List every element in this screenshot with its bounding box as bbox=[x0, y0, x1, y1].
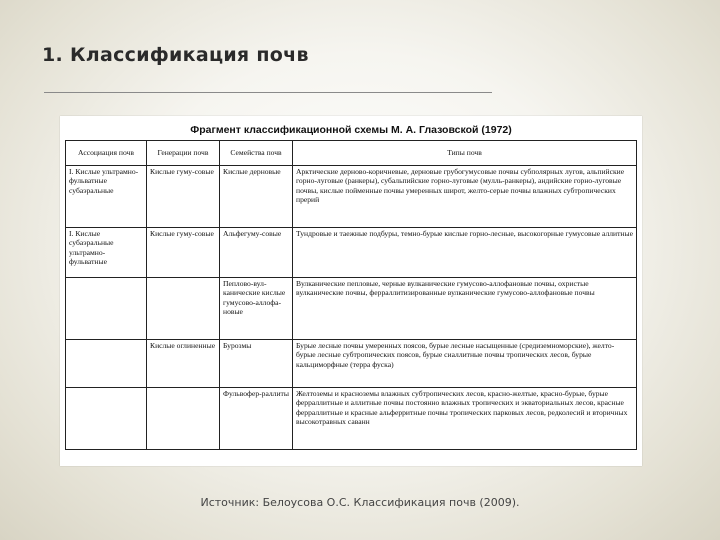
association-cell: I. Кислые ультрамно-фульватные субаэральные bbox=[66, 166, 147, 228]
table-header-row bbox=[66, 141, 637, 166]
classification-figure bbox=[60, 116, 642, 466]
table-row bbox=[66, 278, 637, 340]
generation-cell: Кислые оглиненные bbox=[147, 340, 220, 388]
association-cell bbox=[66, 388, 147, 450]
figure-caption: Фрагмент классификационной схемы М. А. Глазовской (1972) bbox=[190, 124, 512, 136]
association-cell bbox=[66, 278, 147, 340]
generation-cell: Кислые гуму-совые bbox=[147, 228, 220, 278]
slide-title: 1. Классификация почв bbox=[42, 44, 309, 66]
source-citation: Источник: Белоусова О.С. Классификация почв (2009). bbox=[200, 496, 520, 509]
column-header-family: Семейства почв bbox=[220, 141, 293, 166]
table-row bbox=[66, 228, 637, 278]
association-cell: I. Кислые субаэральные ультрамно-фульватные bbox=[66, 228, 147, 278]
generation-cell bbox=[147, 388, 220, 450]
family-cell: Кислые дерновые bbox=[220, 166, 293, 228]
family-cell: Пеплово-вул-канические кислые гумусово-аллофа-новые bbox=[220, 278, 293, 340]
table-row bbox=[66, 340, 637, 388]
generation-cell bbox=[147, 278, 220, 340]
table-row bbox=[66, 388, 637, 450]
association-cell bbox=[66, 340, 147, 388]
types-cell: Арктические дерново-коричневые, дерновые грубогумусовые почвы субполярных лугов, альпийские горно-луговые (ранкеры), субальпийские горно-луговые (мулль-ранкеры), андийские горно-луговые почвы, кислые пойменные почвы умеренных широт, желто-серые почвы влажных субтропических прерий bbox=[293, 166, 637, 228]
family-cell: Бурозмы bbox=[220, 340, 293, 388]
types-cell: Вулканические пепловые, черные вулканические гумусово-аллофановые почвы, охристые вулканические почвы, ферраллитизированные вулканические гумусово-аллофановые почвы bbox=[293, 278, 637, 340]
classification-table bbox=[65, 140, 637, 450]
family-cell: Фульвофер-раллиты bbox=[220, 388, 293, 450]
column-header-types: Типы почв bbox=[293, 141, 637, 166]
family-cell: Альфегуму-совые bbox=[220, 228, 293, 278]
types-cell: Тундровые и таежные подбуры, темно-бурые кислые горно-лесные, высокогорные гумусовые аллитные bbox=[293, 228, 637, 278]
column-header-association: Ассоциация почв bbox=[66, 141, 147, 166]
generation-cell: Кислые гуму-совые bbox=[147, 166, 220, 228]
table-row bbox=[66, 166, 637, 228]
column-header-generation: Генерации почв bbox=[147, 141, 220, 166]
title-divider bbox=[44, 92, 492, 93]
types-cell: Желтоземы и красноземы влажных субтропических лесов, красно-желтые, красно-бурые, бурые ферраллитные и аллитные почвы постоянно влажных тропических и экваториальных лесов, красные ферраллитные и красные альферритные почвы тропических парковых лесов, редколесий и вторичных высокотравных саванн bbox=[293, 388, 637, 450]
types-cell: Бурые лесные почвы умеренных поясов, бурые лесные насыщенные (средиземноморские), желто-бурые лесные субтропических поясов, бурые сиаллитные почвы тропических лесов, бурые кальциморфные (терра фуска) bbox=[293, 340, 637, 388]
